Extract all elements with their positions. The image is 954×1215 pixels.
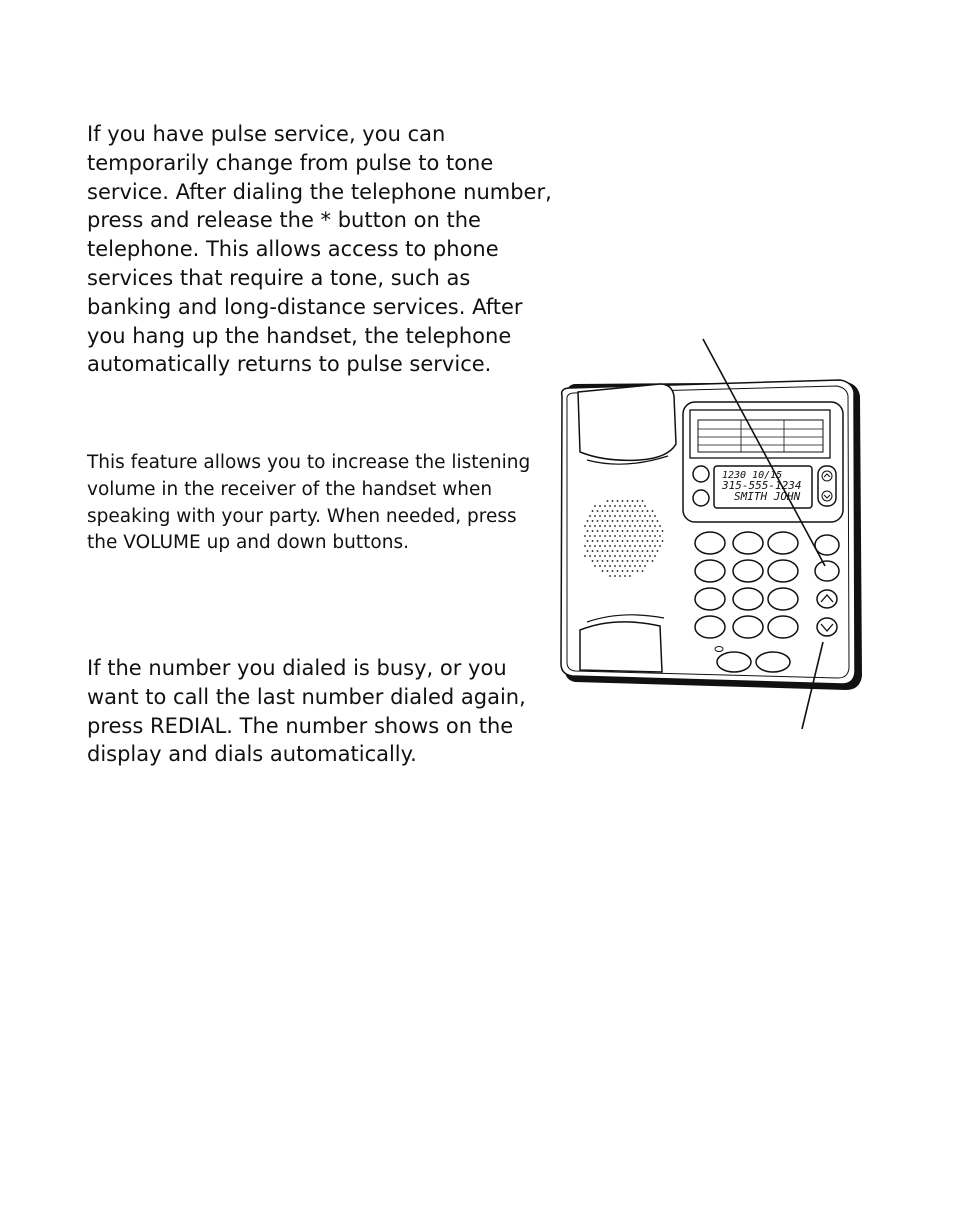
bottom-button-left <box>717 652 751 672</box>
lcd-line-1: 1230 10/15 <box>722 470 783 481</box>
function-button <box>815 535 839 555</box>
keypad-key <box>733 616 763 638</box>
volume-up-button <box>817 590 837 608</box>
keypad-key <box>768 532 798 554</box>
keypad-key <box>768 560 798 582</box>
keypad-key <box>695 532 725 554</box>
directory-card <box>690 410 830 458</box>
bottom-button-right <box>756 652 790 672</box>
telephone-illustration <box>555 335 865 735</box>
caller-id-button-bottom <box>693 490 709 506</box>
keypad-key <box>695 560 725 582</box>
scroll-up-icon <box>822 471 832 481</box>
caller-id-button-top <box>693 466 709 482</box>
redial-button <box>815 561 839 581</box>
keypad-key <box>733 588 763 610</box>
keypad-key <box>768 588 798 610</box>
keypad-key <box>695 588 725 610</box>
keypad-key <box>695 616 725 638</box>
keypad-key <box>733 532 763 554</box>
volume-down-button <box>817 618 837 636</box>
pulse-to-tone-paragraph: If you have pulse service, you can temporarily change from pulse to tone service. After dialing the telephone number, press and release the * button on the telephone. This allows access to phone services that require a tone, such as banking and long-distance services. After you hang up the handset, the telephone automatically returns to pulse service. <box>87 122 552 377</box>
volume-paragraph: This feature allows you to increase the listening volume in the receiver of the handset when speaking with your party. When needed, press the VOLUME up and down buttons. <box>87 452 531 554</box>
keypad-key <box>733 560 763 582</box>
lcd-line-2: 315-555-1234 <box>722 479 802 492</box>
handset-upper <box>578 384 676 460</box>
scroll-down-icon <box>822 491 832 501</box>
keypad-key <box>768 616 798 638</box>
handset-lower <box>580 622 662 672</box>
redial-paragraph: If the number you dialed is busy, or you want to call the last number dialed again, press REDIAL. The number shows on the display and dials automatically. <box>87 656 526 767</box>
lcd-line-3: SMITH JOHN <box>734 490 801 503</box>
status-indicator <box>715 647 723 652</box>
